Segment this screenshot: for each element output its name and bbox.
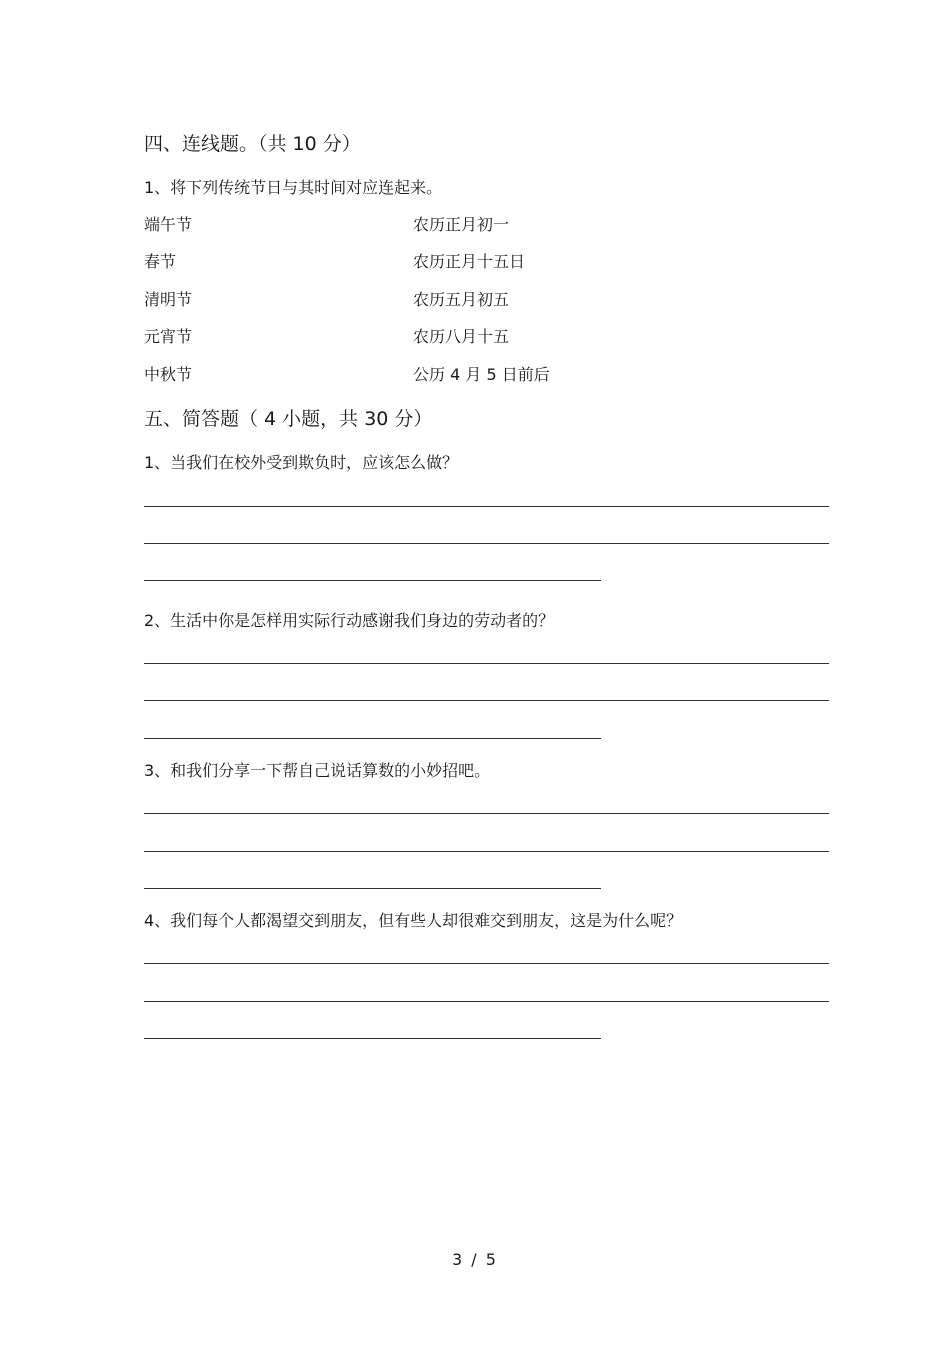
festival-item: 中秋节 xyxy=(144,365,193,384)
short-answer-question: 2、生活中你是怎样用实际行动感谢我们身边的劳动者的？ xyxy=(144,611,555,630)
date-item: 农历正月初一 xyxy=(413,215,510,234)
date-item: 农历八月十五 xyxy=(413,327,510,346)
short-answer-question: 1、当我们在校外受到欺负时，应该怎么做？ xyxy=(144,453,459,472)
date-item: 农历五月初五 xyxy=(413,290,510,309)
answer-line[interactable] xyxy=(144,700,829,701)
short-answer-question: 4、我们每个人都渴望交到朋友，但有些人却很难交到朋友，这是为什么呢？ xyxy=(144,911,683,930)
answer-line[interactable] xyxy=(144,1038,601,1039)
answer-line[interactable] xyxy=(144,543,829,544)
page-number: 3 / 5 xyxy=(452,1250,498,1269)
festival-item: 清明节 xyxy=(144,290,193,309)
section-4-title: 四、连线题。（共 10 分） xyxy=(144,133,361,155)
answer-line[interactable] xyxy=(144,580,601,581)
short-answer-question: 3、和我们分享一下帮自己说话算数的小妙招吧。 xyxy=(144,761,491,780)
matching-question: 1、将下列传统节日与其时间对应连起来。 xyxy=(144,178,443,197)
answer-line[interactable] xyxy=(144,888,601,889)
section-5-title: 五、简答题（ 4 小题，共 30 分） xyxy=(144,408,433,430)
answer-line[interactable] xyxy=(144,813,829,814)
answer-line[interactable] xyxy=(144,663,829,664)
festival-item: 春节 xyxy=(144,252,177,271)
answer-line[interactable] xyxy=(144,738,601,739)
answer-line[interactable] xyxy=(144,1001,829,1002)
answer-line[interactable] xyxy=(144,851,829,852)
answer-line[interactable] xyxy=(144,963,829,964)
answer-line[interactable] xyxy=(144,506,829,507)
date-item: 公历 4 月 5 日前后 xyxy=(413,365,550,384)
date-item: 农历正月十五日 xyxy=(413,252,526,271)
festival-item: 元宵节 xyxy=(144,327,193,346)
festival-item: 端午节 xyxy=(144,215,193,234)
